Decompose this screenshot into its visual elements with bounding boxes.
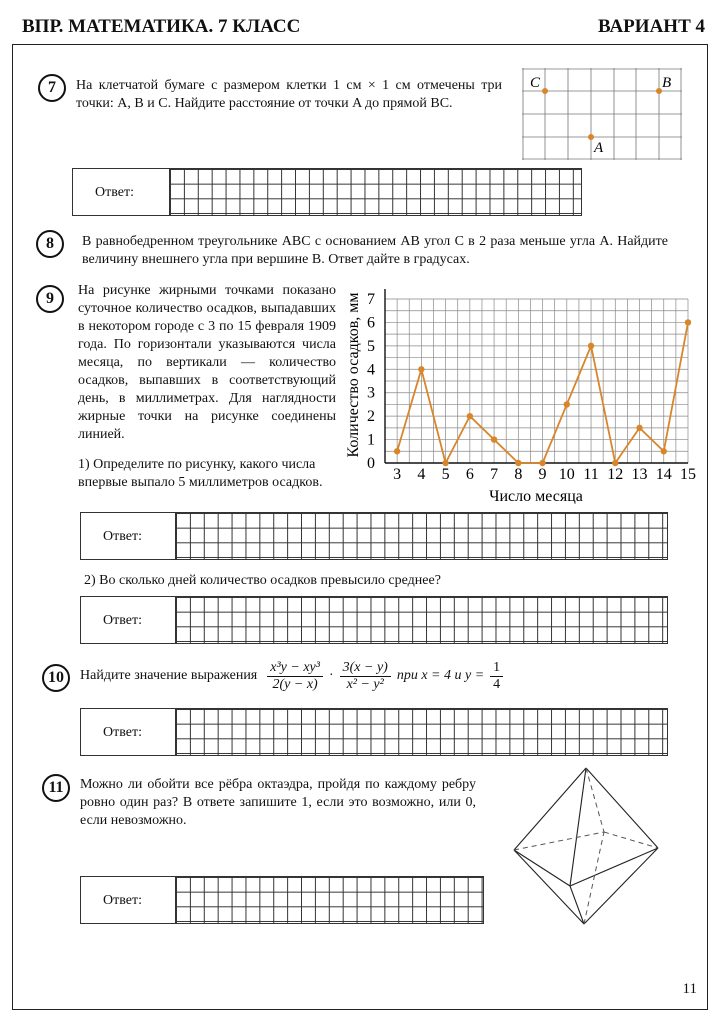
fraction-y-denominator: 4 xyxy=(493,676,501,692)
task-11-text: Можно ли обойти все рёбра октаэдра, пройдя по каждому ребру ровно один раз? В ответе запишите 1, если это возможно, или 0, если невозможно. xyxy=(80,777,476,828)
chart-y-tick: 0 xyxy=(367,455,375,472)
chart-y-tick: 6 xyxy=(367,314,375,332)
chart-point-11 xyxy=(588,343,594,349)
fraction-y-numerator: 1 xyxy=(490,660,503,677)
fraction-2-denominator: x² − y² xyxy=(346,676,384,692)
chart-point-15 xyxy=(685,319,691,325)
chart-point-7 xyxy=(491,436,497,442)
answer-box-9-1[interactable] xyxy=(80,512,668,560)
fraction-1-denominator: 2(y − x) xyxy=(272,676,318,692)
chart-x-label: Число месяца xyxy=(489,488,583,505)
chart-x-tick: 12 xyxy=(607,466,624,483)
task-10-lead: Найдите значение выражения xyxy=(80,668,258,683)
chart-y-tick: 2 xyxy=(367,408,375,426)
chart-x-tick: 7 xyxy=(490,466,499,483)
label-c: C xyxy=(530,75,541,91)
fraction-y xyxy=(490,660,503,693)
precipitation-chart xyxy=(340,280,700,510)
chart-x-tick: 5 xyxy=(441,466,450,483)
fraction-1 xyxy=(267,660,323,693)
chart-x-tick: 8 xyxy=(514,466,523,483)
chart-x-tick: 6 xyxy=(465,466,474,483)
header-title: ВПР. МАТЕМАТИКА. 7 КЛАСС xyxy=(22,16,301,37)
label-a: A xyxy=(594,140,604,156)
fraction-2-numerator: 3(x − y) xyxy=(340,660,391,677)
answer-cells-11[interactable] xyxy=(175,877,483,923)
answer-label-10: Ответ: xyxy=(103,725,142,740)
answer-label-11: Ответ: xyxy=(103,893,142,908)
answer-cells-10[interactable] xyxy=(175,709,667,755)
chart-y-tick: 5 xyxy=(367,337,375,355)
answer-label-7: Ответ: xyxy=(95,185,134,200)
task-9-question-1: 1) Определите по рисунку, какого числа впервые выпало 5 миллиметров осадков. xyxy=(78,457,323,490)
chart-x-tick: 4 xyxy=(417,466,426,483)
chart-point-13 xyxy=(636,425,642,431)
task-8-text: В равнобедренном треугольнике ABC с основанием AB угол C в 2 раза меньше угла A. Найдите величину внешнего угла при вершине B. Ответ дайте в градусах. xyxy=(82,234,668,267)
chart-x-tick: 13 xyxy=(631,466,648,483)
fraction-2 xyxy=(340,660,391,693)
answer-box-10[interactable] xyxy=(80,708,668,756)
fraction-1-numerator: x³y − xy³ xyxy=(267,660,323,677)
task-7-number: 7 xyxy=(38,74,66,102)
task-11-number: 11 xyxy=(42,774,70,802)
chart-y-tick: 1 xyxy=(367,431,375,449)
chart-point-3 xyxy=(394,448,400,454)
answer-label-9-1: Ответ: xyxy=(103,529,142,544)
task-10-number: 10 xyxy=(42,664,70,692)
chart-x-tick: 11 xyxy=(583,466,599,483)
chart-x-tick: 15 xyxy=(680,466,696,483)
task-9-number: 9 xyxy=(36,285,64,313)
octahedron-figure xyxy=(508,764,688,926)
answer-box-7[interactable] xyxy=(72,168,582,216)
task-10-condition: при x = 4 и y = xyxy=(396,668,485,683)
chart-y-tick: 4 xyxy=(367,361,375,379)
label-b: B xyxy=(662,75,672,91)
chart-point-4 xyxy=(418,366,424,372)
page-number: 11 xyxy=(682,981,697,997)
answer-box-9-2[interactable] xyxy=(80,596,668,644)
task-9-text: На рисунке жирными точками показано суточное количество осадков, выпадавших в некотором городе с 3 по 15 февраля 1909 года. По горизонтали указываются числа месяца, по вертикали — количество осадков, выпавших в соответствующий день, в миллиметрах. Для наглядности жирные точки на рисунке соединены линией. xyxy=(78,283,336,442)
answer-cells-9-2[interactable] xyxy=(175,597,667,643)
chart-x-tick: 10 xyxy=(558,466,575,483)
answer-cells-9-1[interactable] xyxy=(175,513,667,559)
task-7-text: На клетчатой бумаге с размером клетки 1 см × 1 см отмечены три точки: A, B и C. Найдите расстояние от точки A до прямой BC. xyxy=(76,78,502,111)
chart-x-tick: 14 xyxy=(655,466,672,483)
chart-y-label: Количество осадков, мм xyxy=(345,292,362,458)
header-variant: ВАРИАНТ 4 xyxy=(597,16,705,37)
task-9-question-2: 2) Во сколько дней количество осадков превысило среднее? xyxy=(84,573,441,588)
chart-x-tick: 9 xyxy=(538,466,547,483)
multiply-dot: · xyxy=(328,668,334,683)
chart-y-tick: 7 xyxy=(367,291,375,308)
task-7-grid-figure xyxy=(522,68,682,160)
answer-box-11[interactable] xyxy=(80,876,484,924)
chart-point-14 xyxy=(661,448,667,454)
task-10-expression xyxy=(80,654,503,698)
chart-x-tick: 3 xyxy=(393,466,402,483)
task-8-number: 8 xyxy=(36,230,64,258)
chart-y-tick: 3 xyxy=(367,384,375,402)
chart-point-10 xyxy=(564,401,570,407)
answer-cells-7[interactable] xyxy=(169,169,581,215)
chart-point-6 xyxy=(467,413,473,419)
point-c xyxy=(542,88,548,94)
answer-label-9-2: Ответ: xyxy=(103,613,142,628)
